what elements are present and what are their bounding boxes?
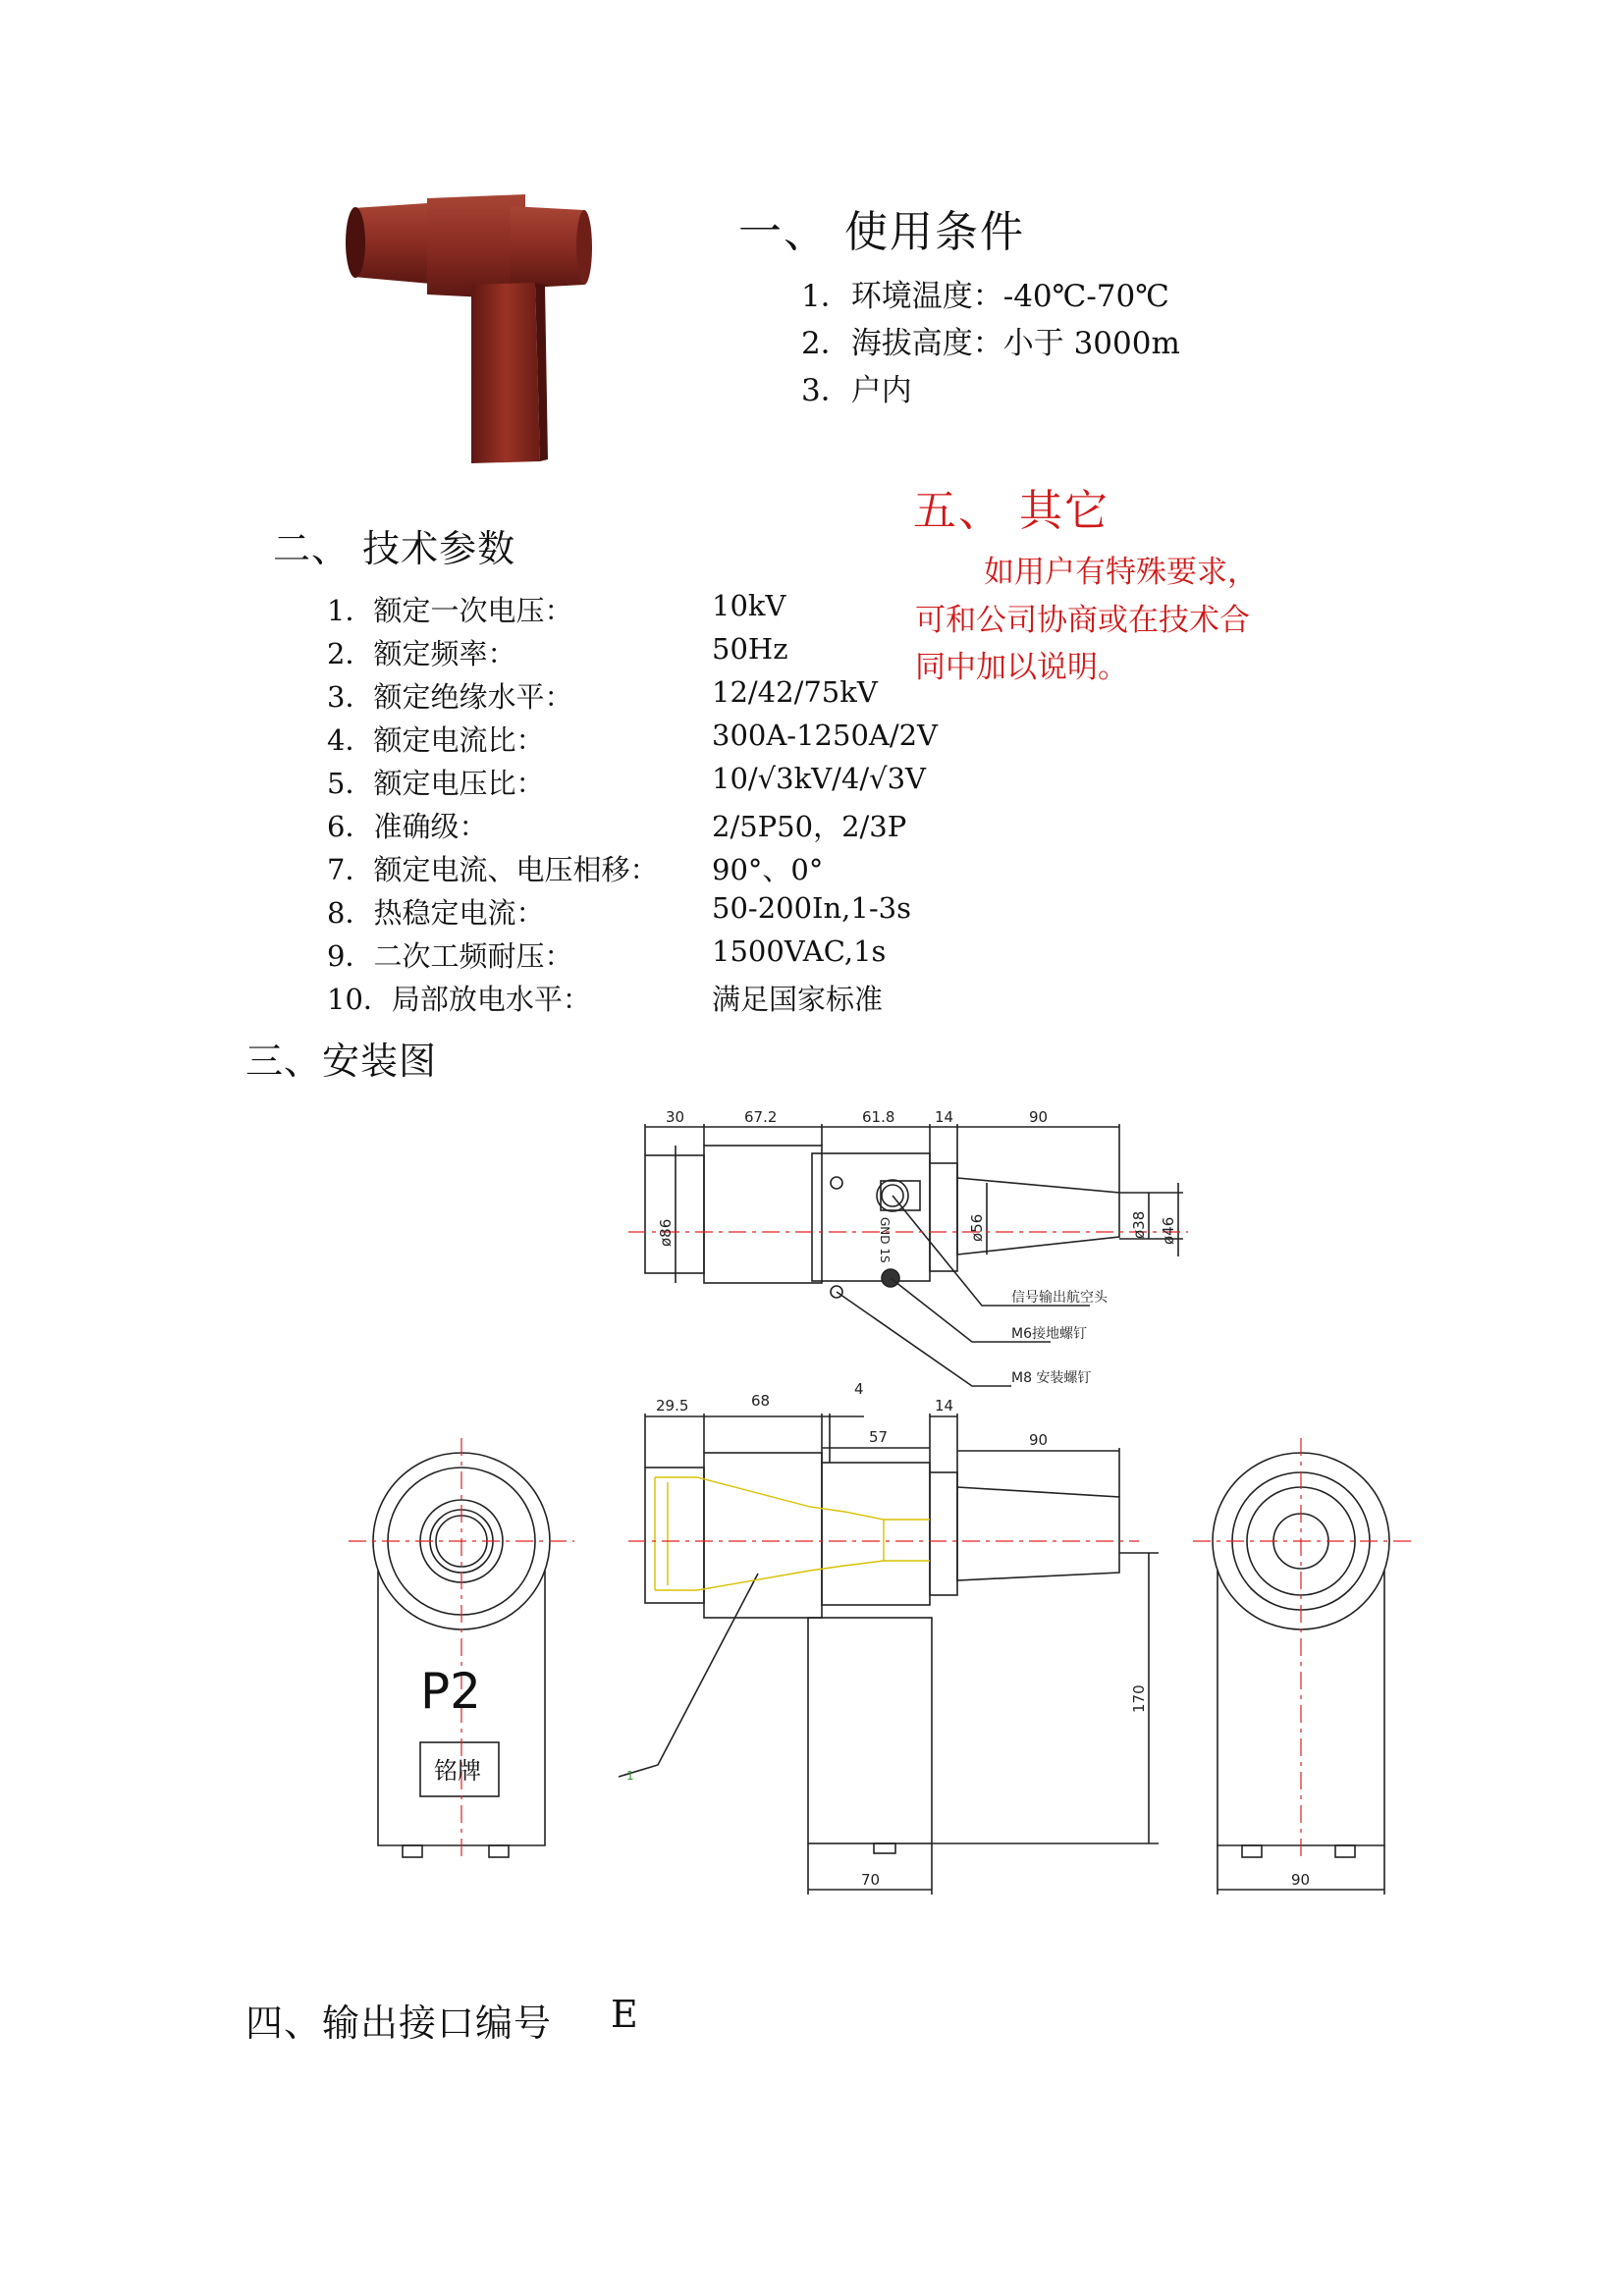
section1-title: 一、 使用条件: [738, 207, 1025, 257]
dim-label: ø56: [968, 1213, 986, 1242]
section2-title: 二、 技术参数: [273, 527, 516, 570]
dim-label: 90: [1029, 1108, 1049, 1126]
condition-item: 2．海拔高度：小于 3000m: [801, 326, 1180, 361]
section5-line: 同中加以说明。: [915, 650, 1128, 685]
dim-label: 90: [1029, 1431, 1049, 1449]
nameplate-label: 铭牌: [434, 1757, 481, 1785]
section4-title: 四、输出接口编号: [245, 2002, 553, 2045]
dim-label: ø86: [657, 1218, 675, 1247]
section5-line: 如用户有特殊要求，: [984, 555, 1258, 590]
dim-label: 29.5: [656, 1397, 689, 1415]
section5-title: 五、 其它: [913, 486, 1109, 536]
output-code: E: [611, 1993, 639, 2036]
dim-label: 67.2: [744, 1108, 778, 1126]
dim-label: 61.8: [862, 1108, 895, 1126]
dim-label: 68: [751, 1392, 771, 1410]
dim-label: 170: [1130, 1684, 1148, 1713]
callout-label: M6接地螺钉: [1011, 1326, 1087, 1342]
connector-label: GND 1S: [878, 1217, 892, 1263]
condition-item: 3．户内: [801, 373, 912, 408]
dim-label: 57: [869, 1428, 889, 1446]
section3-title: 三、安装图: [245, 1040, 438, 1083]
dim-label: 4: [854, 1380, 864, 1398]
dim-label: ø46: [1160, 1216, 1177, 1245]
dim-label: 14: [935, 1108, 954, 1126]
dim-label: 70: [861, 1871, 881, 1889]
section5-line: 可和公司协商或在技术合: [915, 603, 1250, 638]
callout-label: M8 安装螺钉: [1011, 1370, 1092, 1386]
callout-label: 信号输出航空头: [1011, 1290, 1108, 1306]
condition-item: 1．环境温度：-40℃-70℃: [801, 279, 1169, 314]
dim-label: ø38: [1130, 1210, 1148, 1239]
dim-label: 90: [1291, 1871, 1311, 1889]
dim-label: 30: [666, 1108, 685, 1126]
dim-label: 14: [935, 1397, 954, 1415]
part-number: 1: [626, 1769, 634, 1783]
left-view-mark: P2: [420, 1663, 481, 1720]
